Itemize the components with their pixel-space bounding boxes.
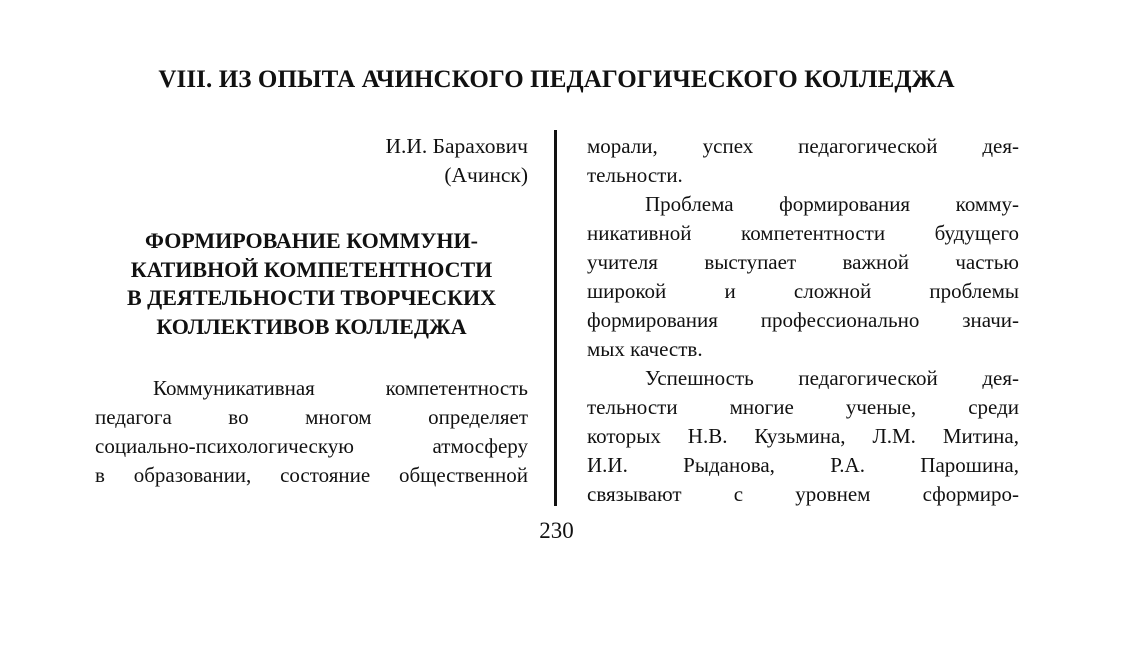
article-title-line: КАТИВНОЙ КОМПЕТЕНТНОСТИ	[130, 256, 493, 282]
text-line: учителя выступает важной частью	[587, 250, 1019, 274]
author-city: (Ачинск)	[444, 163, 528, 187]
text-line: тельности.	[587, 163, 683, 187]
text-line: в образовании, состояние общественной	[95, 463, 528, 487]
text-line: мых качеств.	[587, 337, 703, 361]
article-title-line: КОЛЛЕКТИВОВ КОЛЛЕДЖА	[156, 313, 467, 339]
text-line: которых Н.В. Кузьмина, Л.М. Митина,	[587, 424, 1019, 448]
text-line: широкой и сложной проблемы	[587, 279, 1019, 303]
article-title-line: ФОРМИРОВАНИЕ КОММУНИ-	[145, 228, 478, 253]
section-heading: VIII. ИЗ ОПЫТА АЧИНСКОГО ПЕДАГОГИЧЕСКОГО КОЛЛЕДЖА	[158, 66, 955, 93]
text-line: Коммуникативная компетентность	[153, 376, 528, 400]
column-divider	[554, 130, 557, 506]
left-paragraph	[95, 374, 528, 490]
author-name: И.И. Барахович	[385, 134, 528, 158]
left-column	[95, 132, 528, 490]
text-line: связывают с уровнем сформиро-	[587, 482, 1019, 506]
text-line: морали, успех педагогической дея-	[587, 134, 1019, 158]
text-line: Успешность педагогической дея-	[645, 366, 1019, 390]
article-title-line: В ДЕЯТЕЛЬНОСТИ ТВОРЧЕСКИХ	[126, 285, 497, 310]
text-line: Проблема формирования комму-	[645, 192, 1019, 216]
page-number: 230	[539, 518, 574, 543]
text-line: никативной компетентности будущего	[587, 221, 1019, 245]
right-column	[587, 132, 1019, 509]
article-title	[95, 227, 528, 341]
text-line: тельности многие ученые, среди	[587, 395, 1019, 419]
author-block	[95, 132, 528, 190]
text-line: формирования профессионально значи-	[587, 308, 1019, 332]
text-line: социально-психологическую атмосферу	[95, 434, 528, 458]
text-line: И.И. Рыданова, Р.А. Парошина,	[587, 453, 1019, 477]
text-line: педагога во многом определяет	[95, 405, 528, 429]
